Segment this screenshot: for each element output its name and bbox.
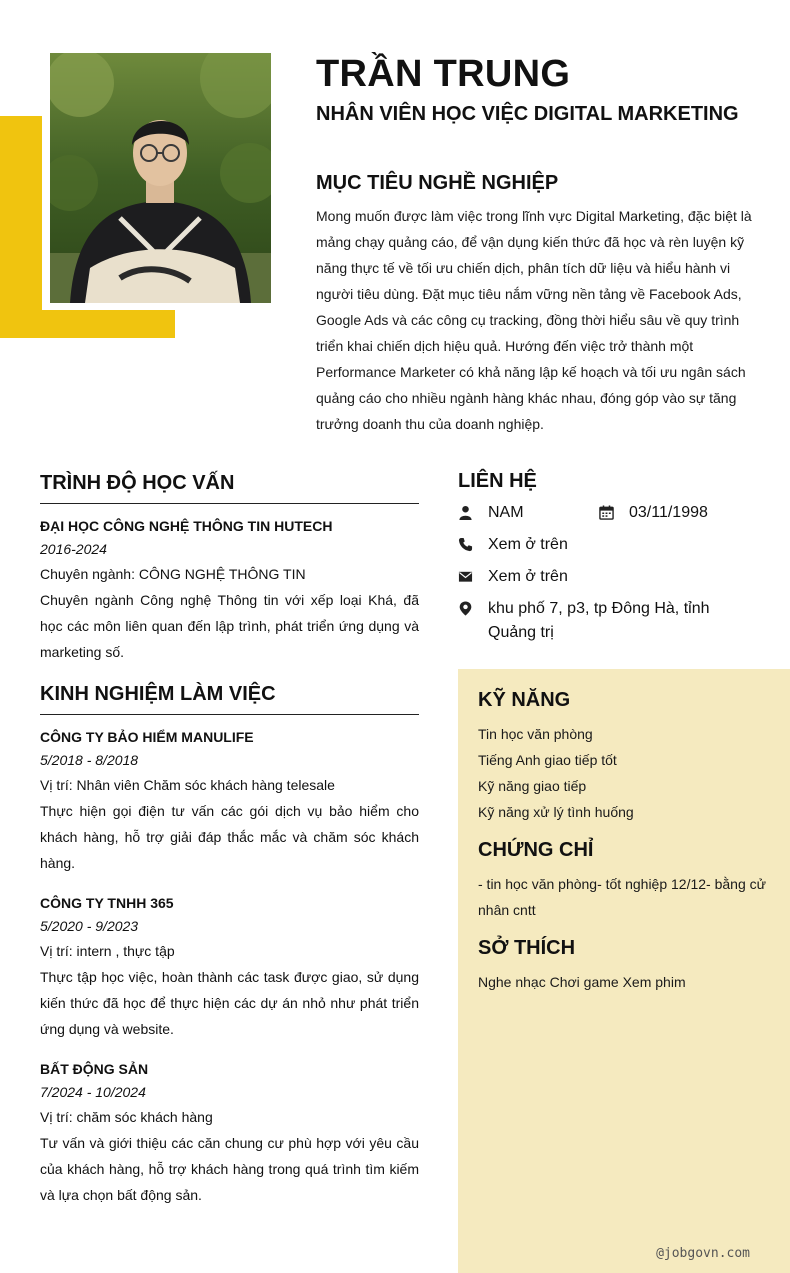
- school-name: ĐẠI HỌC CÔNG NGHỆ THÔNG TIN HUTECH: [40, 518, 333, 534]
- job-position: Vị trí: chăm sóc khách hàng: [40, 1109, 213, 1125]
- company-name: BẤT ĐỘNG SẢN: [40, 1061, 149, 1077]
- company-name: CÔNG TY BẢO HIỂM MANULIFE: [40, 729, 254, 745]
- education-period: 2016-2024: [40, 541, 107, 557]
- job-description: Thực tập học việc, hoàn thành các task được giao, sử dụng kiến thức đã học để thực hiện các dự án nhỏ như phát triển ứng dụng và website.: [40, 969, 419, 1037]
- left-column: [40, 472, 419, 1224]
- education-description: Chuyên ngành Công nghệ Thông tin với xếp loại Khá, đã học các môn liên quan đến lập trình, phát triển ứng dụng và marketing số.: [40, 592, 419, 660]
- job-title: NHÂN VIÊN HỌC VIỆC DIGITAL MARKETING: [316, 103, 739, 125]
- job-description: Tư vấn và giới thiệu các căn chung cư phù hợp với yêu cầu của khách hàng, hỗ trợ khách hàng trong quá trình tìm kiếm và lựa chọn bất động sản.: [40, 1135, 419, 1203]
- contact-heading: LIÊN HỆ: [458, 470, 537, 492]
- objective-section: [316, 172, 756, 437]
- accent-bar-horizontal: [0, 310, 175, 338]
- contact-phone: [458, 533, 568, 557]
- job-period: 5/2020 - 9/2023: [40, 918, 139, 934]
- location-pin-icon: [458, 601, 473, 616]
- skill-item: Kỹ năng giao tiếp: [478, 778, 587, 794]
- gender-value: NAM: [488, 504, 524, 521]
- job-description: Thực hiện gọi điện tư vấn các gói dịch vụ bảo hiểm cho khách hàng, hỗ trợ giải đáp thắc mắc và chăm sóc khách hàng.: [40, 803, 419, 871]
- job-entry: [40, 726, 419, 876]
- contact-section: [458, 470, 758, 641]
- job-entry: [40, 1058, 419, 1208]
- address-value: khu phố 7, p3, tp Đông Hà, tỉnh Quảng trị: [488, 600, 710, 641]
- skills-heading: KỸ NĂNG: [478, 689, 571, 711]
- job-position: Vị trí: intern , thực tập: [40, 943, 175, 959]
- skills-section: [478, 689, 770, 825]
- certificates-heading: CHỨNG CHỈ: [478, 839, 594, 861]
- certificates-section: [478, 839, 770, 923]
- job-position: Vị trí: Nhân viên Chăm sóc khách hàng telesale: [40, 777, 335, 793]
- contact-birthday: [599, 501, 708, 525]
- education-entry: [40, 515, 419, 665]
- objective-heading: MỤC TIÊU NGHỀ NGHIỆP: [316, 172, 559, 194]
- hobbies-text: Nghe nhạc Chơi game Xem phim: [478, 974, 686, 990]
- person-icon: [458, 505, 473, 520]
- accent-bar-vertical: [0, 116, 42, 338]
- experience-heading: KINH NGHIỆM LÀM VIỆC: [40, 683, 419, 715]
- mail-icon: [458, 569, 473, 584]
- skill-item: Tiếng Anh giao tiếp tốt: [478, 752, 617, 768]
- certificates-text: - tin học văn phòng- tốt nghiệp 12/12- bằng cử nhân cntt: [478, 876, 767, 918]
- phone-value: Xem ở trên: [488, 536, 568, 553]
- calendar-icon: [599, 505, 614, 520]
- sidebar-panel: [458, 669, 790, 1273]
- email-value: Xem ở trên: [488, 568, 568, 585]
- hobbies-heading: SỞ THÍCH: [478, 937, 576, 959]
- company-name: CÔNG TY TNHH 365: [40, 895, 174, 911]
- hobbies-section: [478, 937, 770, 995]
- job-period: 5/2018 - 8/2018: [40, 752, 139, 768]
- brand-watermark: @jobgovn.com: [656, 1246, 750, 1261]
- skill-item: Tin học văn phòng: [478, 726, 593, 742]
- skill-item: Kỹ năng xử lý tình huống: [478, 804, 634, 820]
- job-entry: [40, 892, 419, 1042]
- objective-text: Mong muốn được làm việc trong lĩnh vực Digital Marketing, đặc biệt là mảng chạy quảng cáo, để vận dụng kiến thức đã học và rèn luyện kỹ năng thực tế về tối ưu chiến dịch, phân tích dữ liệu và hiểu hành vi người tiêu dùng. Đặt mục tiêu nắm vững nền tảng về Facebook Ads, Google Ads và các công cụ tracking, đồng thời hiểu sâu về quy trình triển khai chiến dịch hiệu quả. Hướng đến việc trở thành một Performance Marketer có khả năng lập kế hoạch và tối ưu ngân sách quảng cáo cho nhiều ngành hàng khác nhau, đóng góp vào sự tăng trưởng doanh thu của doanh nghiệp.: [316, 208, 752, 432]
- contact-gender: [458, 501, 524, 525]
- education-major: Chuyên ngành: CÔNG NGHỆ THÔNG TIN: [40, 566, 306, 582]
- profile-photo: [50, 53, 271, 303]
- job-period: 7/2024 - 10/2024: [40, 1084, 146, 1100]
- education-heading: TRÌNH ĐỘ HỌC VẤN: [40, 472, 419, 504]
- phone-icon: [458, 537, 473, 552]
- candidate-name: TRẦN TRUNG: [316, 53, 571, 95]
- contact-address: [458, 597, 748, 645]
- birthday-value: 03/11/1998: [629, 504, 708, 521]
- contact-email: [458, 565, 568, 589]
